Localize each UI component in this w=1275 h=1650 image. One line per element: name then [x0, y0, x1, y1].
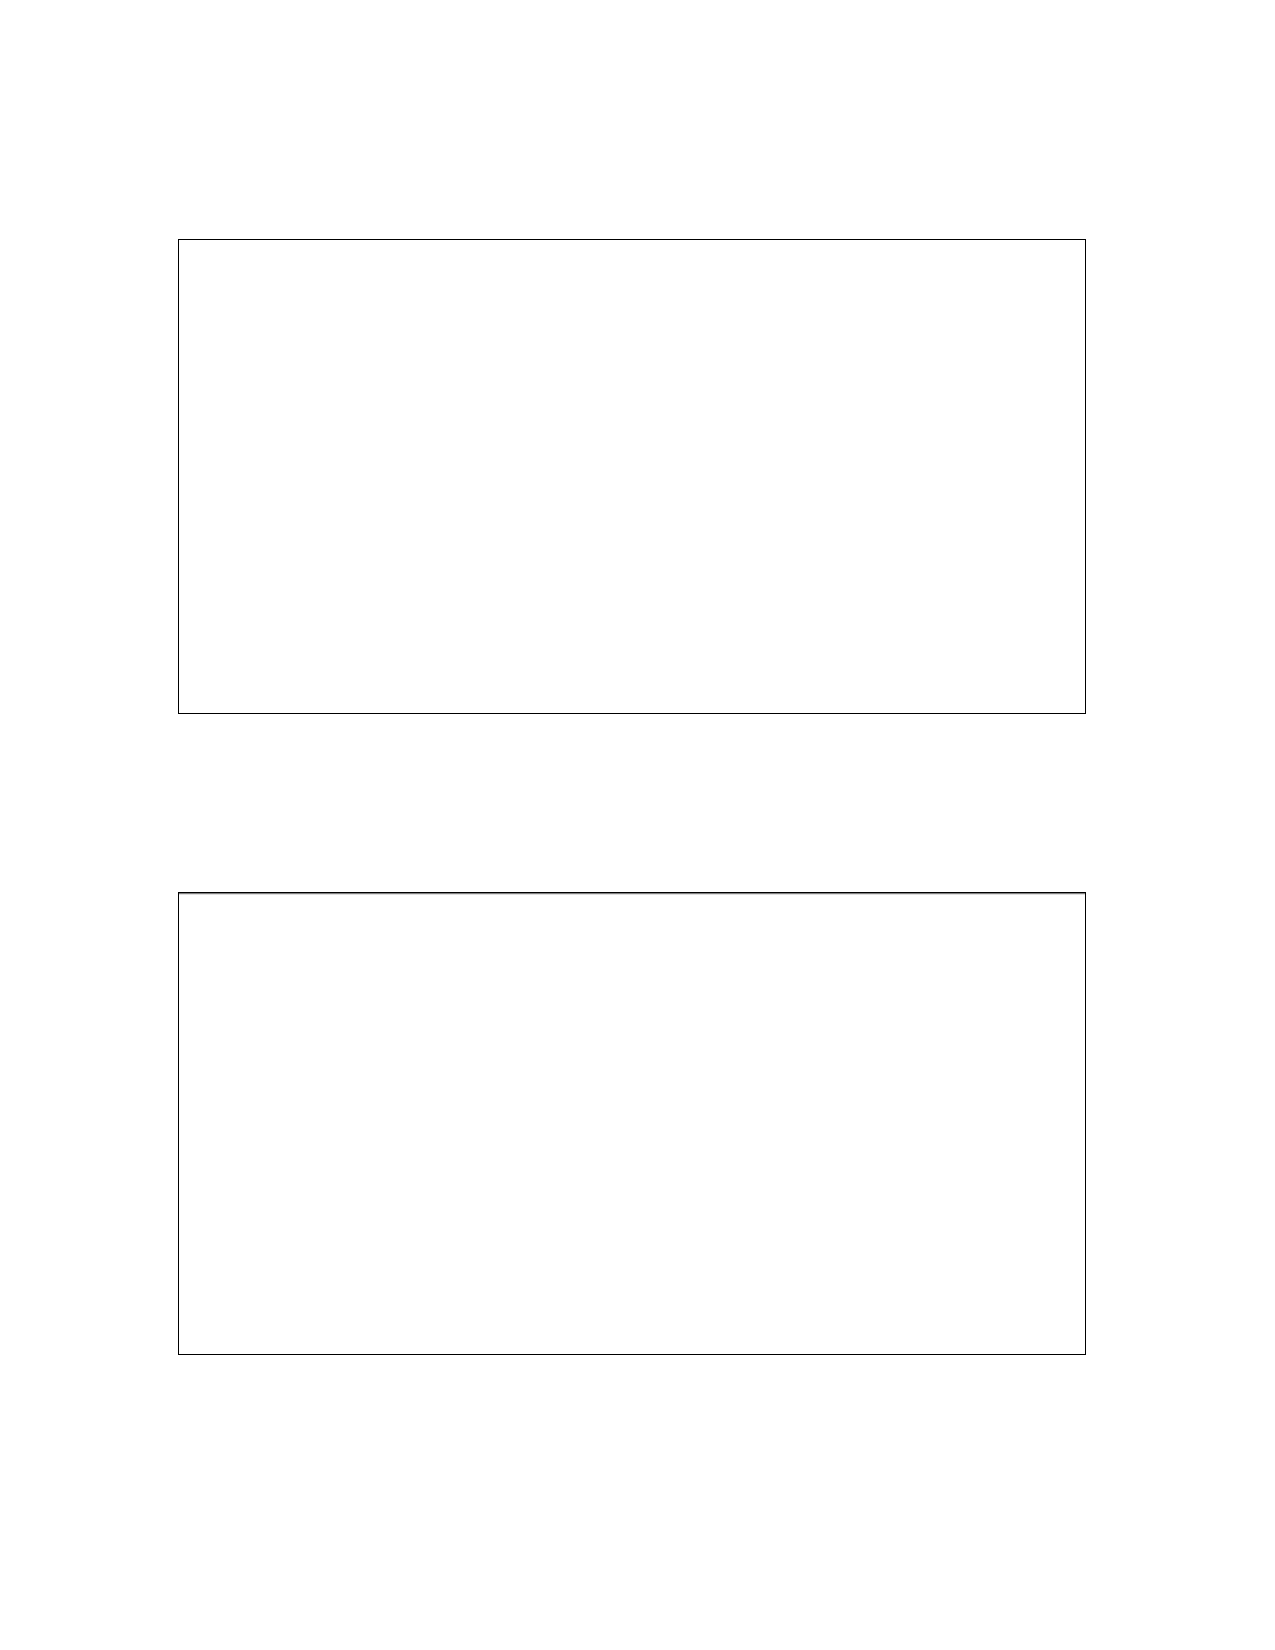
bottom-chart-svg — [179, 893, 1085, 1354]
top-chart-svg — [179, 240, 1085, 713]
bottom-chart-panel — [178, 892, 1086, 1355]
top-chart-panel — [178, 239, 1086, 714]
